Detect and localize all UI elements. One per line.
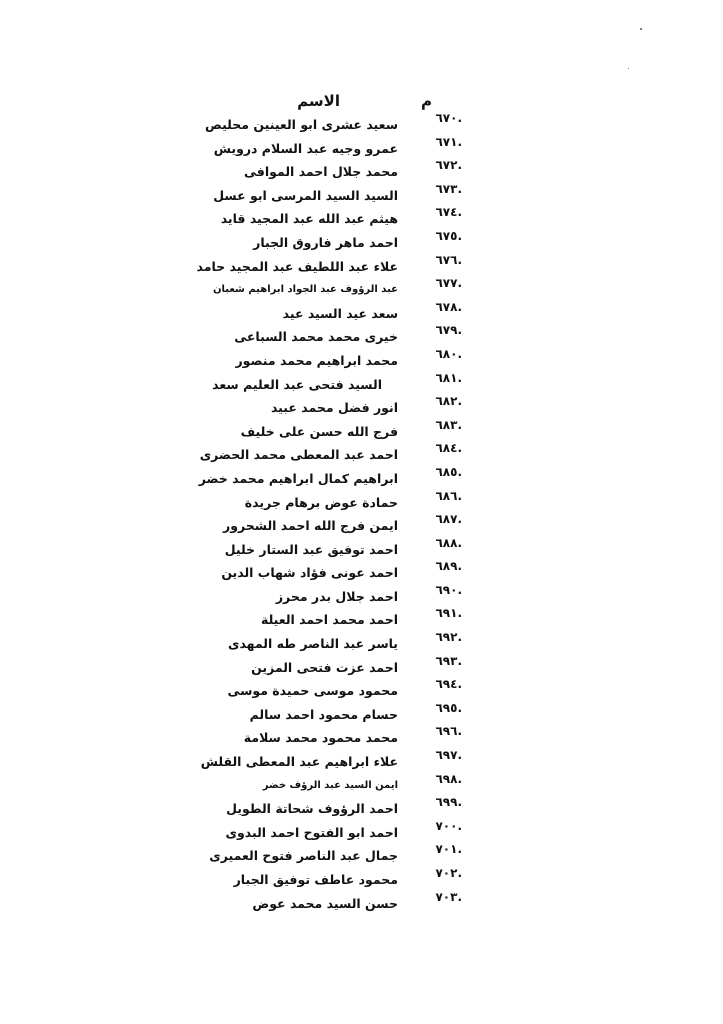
row-name: هيثم عبد الله عبد المجيد قايد: [220, 211, 398, 227]
row-number: .٦٧٣: [435, 181, 462, 196]
row-number: .٧٠٠: [435, 818, 462, 833]
row-name: حمادة عوض برهام جريدة: [244, 494, 398, 510]
row-number: .٦٨٣: [435, 417, 462, 432]
row-number: .٦٩٣: [435, 653, 462, 668]
row-number: .٦٩٢: [435, 630, 462, 645]
row-number: .٦٩٤: [435, 677, 462, 692]
row-number: .٦٧٢: [435, 158, 462, 173]
row-name: احمد ابو الفتوح احمد البدوى: [225, 824, 398, 840]
row-name: ياسر عبد الناصر طه المهدى: [228, 636, 398, 652]
row-number: .٦٧٧: [435, 276, 462, 291]
row-name: سعيد عشرى ابو العينين محليص: [205, 117, 398, 132]
row-name: احمد عونى فؤاد شهاب الدين: [221, 565, 398, 581]
row-name: ابراهيم كمال ابراهيم محمد خضر: [198, 470, 398, 486]
row-name: محمد محمود محمد سلامة: [243, 730, 398, 746]
row-number: .٦٧٤: [435, 205, 462, 220]
row-name: احمد الرؤوف شحاتة الطويل: [226, 801, 398, 817]
row-name: عبد الرؤوف عبد الجواد ابراهيم شعبان: [213, 284, 398, 296]
row-number: .٧٠٣: [435, 889, 462, 904]
row-number: .٦٧٦: [435, 252, 462, 267]
row-name: ايمن السيد عبد الرؤف خضر: [262, 779, 398, 791]
row-number: .٦٧٠: [435, 111, 462, 125]
names-list: [196, 111, 462, 917]
row-number: .٦٧٩: [435, 323, 462, 338]
row-number: .٦٨٩: [435, 559, 462, 574]
row-name: علاء ابراهيم عبد المعطى القلش: [200, 754, 398, 770]
row-name: فرج الله حسن على خليف: [240, 423, 398, 439]
row-number: .٦٧١: [435, 134, 462, 149]
row-number: .٦٨٦: [435, 488, 462, 503]
row-name: علاء عبد اللطيف عبد المجيد حامد: [196, 258, 398, 274]
row-number: .٦٧٥: [435, 228, 462, 243]
row-number: .٦٨١: [435, 370, 462, 385]
header-number: م: [421, 92, 432, 110]
row-number: .٦٨٨: [435, 535, 462, 550]
row-name: محمود عاطف توفيق الجبار: [233, 872, 398, 887]
row-name: محمود موسى حميدة موسى: [227, 683, 398, 699]
scan-speck: [640, 28, 642, 30]
row-number: .٦٩٧: [435, 748, 462, 763]
row-name: سعد عيد السيد عيد: [282, 305, 398, 321]
row-number: .٦٩٠: [435, 582, 462, 597]
row-name: جمال عبد الناصر فتوح العميرى: [209, 848, 398, 864]
row-name: انور فضل محمد عبيد: [270, 400, 398, 416]
row-name: احمد محمد احمد العيلة: [260, 612, 398, 628]
list-item: [200, 889, 462, 918]
row-name: السيد السيد المرسى ابو عسل: [213, 187, 398, 203]
row-number: .٧٠٢: [435, 866, 462, 880]
row-number: .٦٩١: [435, 606, 462, 621]
row-number: .٦٨٧: [435, 512, 462, 527]
row-number: .٦٨٥: [435, 464, 462, 479]
row-name: عمرو وجيه عبد السلام درويش: [213, 140, 398, 156]
row-number: .٦٩٨: [435, 771, 462, 786]
row-number: .٦٩٩: [435, 795, 462, 810]
row-name: احمد جلال بدر محرز: [275, 588, 398, 604]
row-name: احمد ماهر فاروق الجبار: [253, 234, 398, 250]
row-number: .٦٨٤: [435, 441, 462, 456]
row-number: .٦٧٨: [435, 299, 462, 314]
row-name: محمد جلال احمد الموافى: [244, 164, 398, 180]
header-name: الاسم: [297, 92, 340, 110]
row-number: .٦٩٦: [435, 724, 462, 739]
row-number: .٧٠١: [435, 842, 462, 857]
row-number: .٦٨٢: [435, 394, 462, 409]
row-number: .٦٨٠: [435, 346, 462, 361]
row-name: خيرى محمد محمد السباعى: [234, 329, 398, 345]
row-name: حسن السيد محمد عوض: [252, 895, 398, 911]
row-name: احمد توفيق عبد الستار خليل: [224, 541, 398, 557]
scan-speck: [628, 68, 629, 69]
row-name: محمد ابراهيم محمد منصور: [235, 352, 398, 368]
row-name: حسام محمود احمد سالم: [249, 706, 398, 722]
row-number: .٦٩٥: [435, 700, 462, 715]
row-name: احمد عزت فتحى المزين: [251, 659, 398, 675]
row-name: احمد عبد المعطى محمد الحضرى: [199, 447, 398, 463]
row-name: ايمن فرج الله احمد الشحرور: [223, 518, 398, 534]
row-name: السيد فتحى عبد العليم سعد: [212, 376, 382, 392]
